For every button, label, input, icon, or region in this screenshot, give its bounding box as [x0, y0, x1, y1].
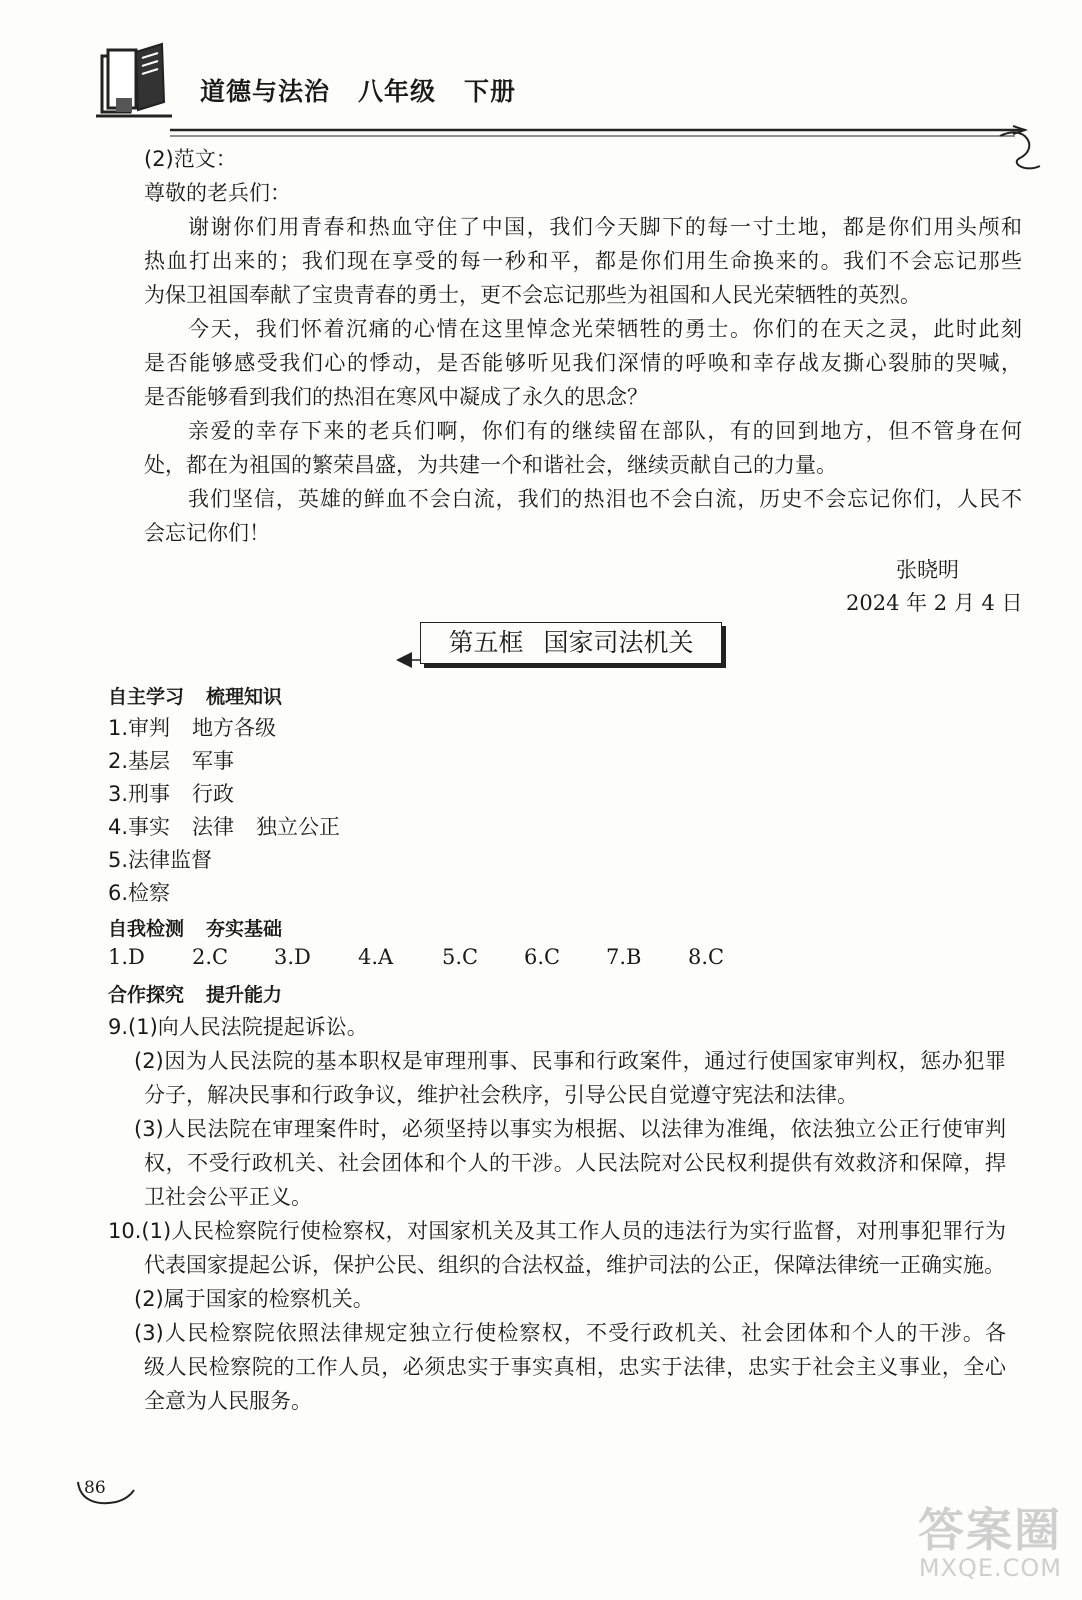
- essay-line: 今天，我们怀着沉痛的心情在这里悼念光荣牺牲的勇士。你们的在天之灵，此时此刻: [188, 317, 1022, 341]
- coop-line: 全意为人民服务。: [144, 1389, 312, 1413]
- watermark-url: MXQE.COM: [918, 1554, 1062, 1582]
- list-item: [108, 745, 256, 775]
- choice-answer: 3.D: [274, 945, 311, 969]
- coop-line: 10.(1)人民检察院行使检察权，对国家机关及其工作人员的违法行为实行监督，对刑事犯罪行为: [108, 1219, 1006, 1243]
- coop-heading: [108, 980, 304, 1007]
- essay-line: 我们坚信，英雄的鲜血不会白流，我们的热泪也不会白流，历史不会忘记你们，人民不: [188, 487, 1022, 511]
- answer-term: 6.检察: [108, 881, 171, 905]
- watermark: [918, 1503, 1062, 1582]
- answer-term: 5.法律监督: [108, 848, 213, 872]
- essay-line: 谢谢你们用青春和热血守住了中国，我们今天脚下的每一寸土地，都是你们用头颅和: [188, 215, 1022, 239]
- watermark-logo-text: 答案圈: [918, 1503, 1062, 1557]
- answer-term: 法律: [192, 815, 235, 839]
- essay-line: 亲爱的幸存下来的老兵们啊，你们有的继续留在部队，有的回到地方，但不管身在何: [188, 419, 1022, 443]
- heading-part: 梳理知识: [206, 686, 283, 708]
- choice-answer: 7.B: [606, 945, 642, 969]
- self-study-heading: [108, 682, 304, 709]
- essay-salutation: 尊敬的老兵们：: [144, 181, 291, 205]
- essay-label: (2)范文：: [144, 147, 237, 171]
- header-volume: 下册: [464, 77, 517, 106]
- essay-line: 处，都在为祖国的繁荣昌盛，为共建一个和谐社会，继续贡献自己的力量。: [144, 453, 837, 477]
- essay-line: 热血打出来的；我们现在享受的每一秒和平，都是你们用生命换来的。我们不会忘记那些: [144, 249, 1022, 273]
- coop-line: 分子，解决民事和行政争议，维护社会秩序，引导公民自觉遵守宪法和法律。: [144, 1083, 858, 1107]
- coop-line: (3)人民法院在审理案件时，必须坚持以事实为根据、以法律为准绳，依法独立公正行使审判: [134, 1117, 1006, 1141]
- heading-part: 夯实基础: [206, 918, 283, 940]
- choice-answer: 4.A: [358, 945, 394, 969]
- heading-part: 提升能力: [206, 984, 283, 1006]
- choice-answer: 8.C: [688, 945, 725, 969]
- answer-term: 3.刑事: [108, 782, 171, 806]
- coop-line: 9.(1)向人民法院提起诉讼。: [108, 1015, 368, 1039]
- header-grade: 八年级: [358, 77, 437, 106]
- header-title: [200, 72, 544, 108]
- section-frame: 第五框: [448, 628, 524, 657]
- section-title-box: [420, 622, 722, 664]
- answer-term: 行政: [192, 782, 235, 806]
- essay-line: 是否能够感受我们心的悸动，是否能够听见我们深情的呼唤和幸存战友撕心裂肺的哭喊，: [144, 351, 1022, 375]
- choice-answer: 5.C: [442, 945, 479, 969]
- coop-line: 代表国家提起公诉，保护公民、组织的合法权益，维护司法的公正，保障法律统一正确实施。: [144, 1253, 1005, 1277]
- coop-line: 权，不受行政机关、社会团体和个人的干涉。人民法院对公民权利提供有效救济和保障，捍: [144, 1151, 1006, 1175]
- essay-line: 会忘记你们！: [144, 521, 270, 545]
- answer-term: 1.审判: [108, 716, 171, 740]
- answer-term: 4.事实: [108, 815, 171, 839]
- book-stack-icon: [92, 38, 178, 124]
- answer-term: 军事: [192, 749, 235, 773]
- self-check-heading: [108, 914, 304, 941]
- header-rule: [95, 118, 1055, 178]
- list-item: [108, 778, 256, 808]
- answer-term: 独立公正: [256, 815, 341, 839]
- coop-line: (2)属于国家的检察机关。: [134, 1287, 374, 1311]
- answer-term: 2.基层: [108, 749, 171, 773]
- list-item: [108, 844, 234, 874]
- list-item: [108, 712, 298, 742]
- coop-line: (3)人民检察院依照法律规定独立行使检察权，不受行政机关、社会团体和个人的干涉。各: [134, 1321, 1006, 1345]
- header-subject: 道德与法治: [200, 77, 331, 106]
- section-title: 国家司法机关: [543, 628, 694, 657]
- page-number: 86: [84, 1478, 106, 1498]
- coop-line: (2)因为人民法院的基本职权是审理刑事、民事和行政案件，通过行使国家审判权，惩办犯罪: [134, 1049, 1006, 1073]
- choice-answer: 2.C: [192, 945, 229, 969]
- list-item: [108, 877, 192, 907]
- coop-line: 级人民检察院的工作人员，必须忠实于事实真相，忠实于法律，忠实于社会主义事业，全心: [144, 1355, 1006, 1379]
- essay-line: 是否能够看到我们的热泪在寒风中凝成了永久的思念？: [144, 385, 648, 409]
- answer-term: 地方各级: [192, 716, 277, 740]
- coop-line: 卫社会公平正义。: [144, 1185, 312, 1209]
- choice-answer: 1.D: [108, 945, 145, 969]
- essay-line: 为保卫祖国奉献了宝贵青春的勇士，更不会忘记那些为祖国和人民光荣牺牲的英烈。: [144, 283, 921, 307]
- essay-date: 2024 年 2 月 4 日: [846, 591, 1023, 615]
- list-item: [108, 811, 362, 841]
- heading-part: 自我检测: [108, 918, 185, 940]
- choice-answer: 6.C: [524, 945, 561, 969]
- heading-part: 合作探究: [108, 984, 185, 1006]
- heading-part: 自主学习: [108, 686, 185, 708]
- essay-signature: 张晓明: [896, 558, 959, 582]
